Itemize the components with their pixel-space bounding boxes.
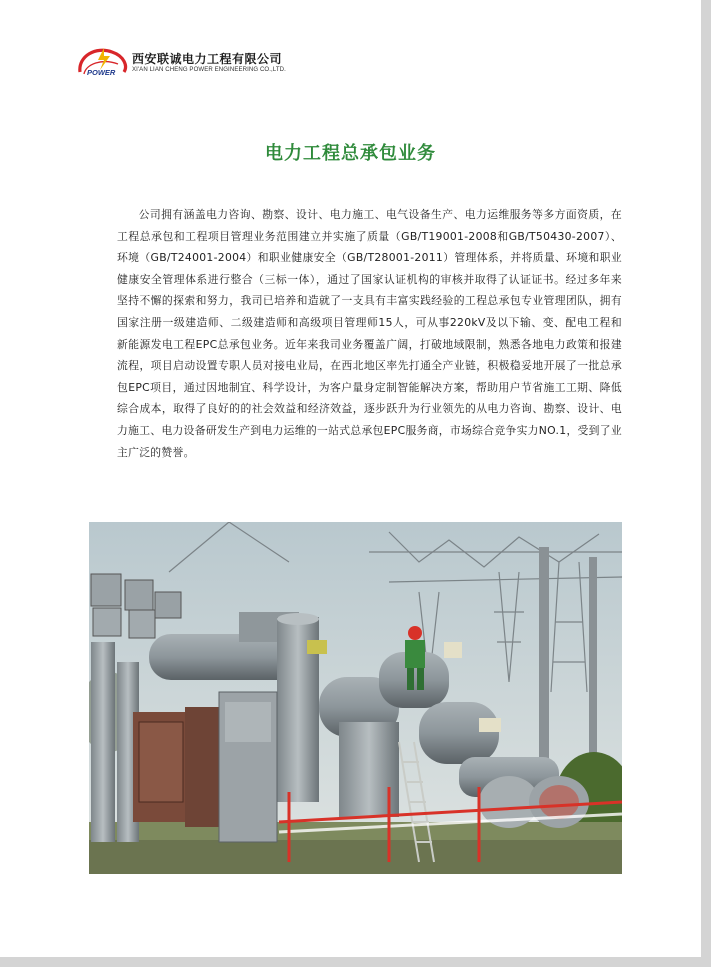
logo-text: POWER bbox=[87, 68, 116, 77]
company-name: 西安联诚电力工程有限公司 bbox=[132, 52, 283, 66]
substation-photo-illustration bbox=[89, 522, 622, 874]
page-title: 电力工程总承包业务 bbox=[265, 143, 436, 164]
body-paragraph: 公司拥有涵盖电力咨询、勘察、设计、电力施工、电气设备生产、电力运维服务等多方面资质，在工程总承包和工程项目管理业务范围建立并实施了质量（GB/T19001-2008和GB/T50430-2007）、环境（GB/T24001-2004）和职业健康安全（GB/T28001-2011）管理体系，并将质量、环境和职业健康安全管理体系进行整合（三标一体），通过了国家认证机构的审核并取得了认证证书。经过多年来坚持不懈的探索和努力，我司已培养和造就了一支具有丰富实践经验的工程总承包专业管理团队，拥有国家注册一级建造师、二级建造师和高级项目管理师15人，可从事220kV及以下输、变、配电工程和新能源发电工程EPC总承包业务。近年来我司业务覆盖广阔，打破地域限制，熟悉各地电力政策和报建流程，项目启动设置专职人员对接电业局，在西北地区率先打通全产业链，积极稳妥地开展了一批总承包EPC项目，通过因地制宜、科学设计，为客户量身定制智能解决方案，帮助用户节省施工工期、降低综合成本，取得了良好的的社会效益和经济效益，逐步跃升为行业领先的从电力咨询、勘察、设计、电力施工、电力设备研发生产到电力运维的一站式总承包EPC服务商，市场综合竞争实力NO.1，受到了业主广泛的赞誉。 bbox=[117, 208, 622, 459]
company-name-english: XI'AN LIAN CHENG POWER ENGINEERING CO.,LTD. bbox=[132, 66, 286, 73]
company-logo-icon bbox=[74, 42, 134, 82]
header bbox=[74, 42, 374, 92]
substation-photo bbox=[89, 522, 622, 874]
